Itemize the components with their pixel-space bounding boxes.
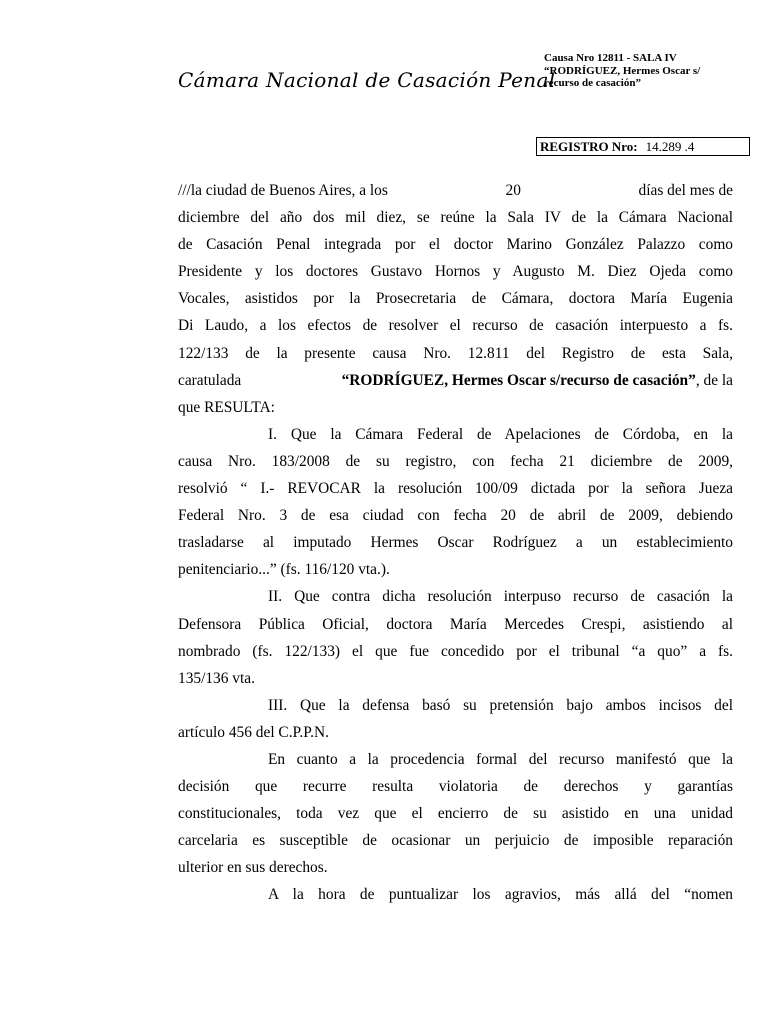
- text-line: carcelaria es susceptible de ocasionar un perjuicio de imposible reparación: [178, 832, 733, 850]
- text-line: Presidente y los doctores Gustavo Hornos y Augusto M. Diez Ojeda como: [178, 263, 733, 281]
- text-line: Defensora Pública Oficial, doctora María Mercedes Crespi, asistiendo al: [178, 615, 733, 633]
- registro-value: 14.289 .4: [645, 139, 695, 154]
- case-caption-bold: “RODRÍGUEZ, Hermes Oscar s/recurso de casación”: [341, 371, 696, 389]
- text-line: decisión que recurre resulta violatoria de derechos y garantías: [178, 778, 733, 796]
- text-line: nombrado (fs. 122/133) el que fue concedido por el tribunal “a quo” a fs.: [178, 642, 733, 660]
- text-line: constitucionales, toda vez que el encierro de su asistido en una unidad: [178, 805, 733, 823]
- text-line: [178, 367, 733, 394]
- text-line: trasladarse al imputado Hermes Oscar Rodríguez a un establecimiento: [178, 534, 733, 552]
- case-number: Causa Nro 12811 - SALA IV: [544, 52, 677, 64]
- text-segment: caratulada: [178, 371, 242, 389]
- text-line: [178, 177, 733, 204]
- court-name: Cámara Nacional de Casación Penal: [178, 68, 556, 92]
- case-caption-line2: recurso de casación”: [544, 77, 641, 89]
- text-line: Federal Nro. 3 de esa ciudad con fecha 20 de abril de 2009, debiendo: [178, 507, 733, 525]
- text-line: causa Nro. 183/2008 de su registro, con fecha 21 diciembre de 2009,: [178, 452, 733, 470]
- resolution-body: [178, 177, 733, 909]
- case-caption-line1: “RODRÍGUEZ, Hermes Oscar s/: [544, 64, 701, 77]
- text-line: que RESULTA:: [178, 398, 275, 416]
- text-line: diciembre del año dos mil diez, se reúne la Sala IV de la Cámara Nacional: [178, 209, 733, 227]
- paragraph-start: En cuanto a la procedencia formal del recurso manifestó que la: [268, 750, 733, 768]
- day-number: 20: [505, 182, 521, 199]
- text-line: penitenciario...” (fs. 116/120 vta.).: [178, 561, 390, 579]
- registro-label: REGISTRO Nro:: [540, 139, 638, 154]
- paragraph-start: I. Que la Cámara Federal de Apelaciones de Córdoba, en la: [268, 425, 733, 443]
- text-line: resolvió “ I.- REVOCAR la resolución 100/09 dictada por la señora Jueza: [178, 480, 733, 498]
- text-line: artículo 456 del C.P.P.N.: [178, 723, 329, 741]
- text-line: Vocales, asistidos por la Prosecretaria de Cámara, doctora María Eugenia: [178, 290, 733, 308]
- text-line: 135/136 vta.: [178, 669, 255, 687]
- case-reference: [544, 52, 764, 90]
- text-line: 122/133 de la presente causa Nro. 12.811 del Registro de esta Sala,: [178, 344, 733, 362]
- text-line: Di Laudo, a los efectos de resolver el recurso de casación interpuesto a fs.: [178, 317, 733, 335]
- text-line: ulterior en sus derechos.: [178, 859, 328, 877]
- registro-box: [536, 137, 750, 156]
- paragraph-start: A la hora de puntualizar los agravios, más allá del “nomen: [268, 886, 733, 904]
- paragraph-start: II. Que contra dicha resolución interpuso recurso de casación la: [268, 588, 733, 606]
- text-line: de Casación Penal integrada por el doctor Marino González Palazzo como: [178, 236, 733, 254]
- paragraph-start: III. Que la defensa basó su pretensión bajo ambos incisos del: [268, 696, 733, 714]
- text-segment: ///la ciudad de Buenos Aires, a los: [178, 182, 388, 199]
- text-segment: , de la: [695, 371, 733, 389]
- text-segment: días del mes de: [638, 182, 733, 199]
